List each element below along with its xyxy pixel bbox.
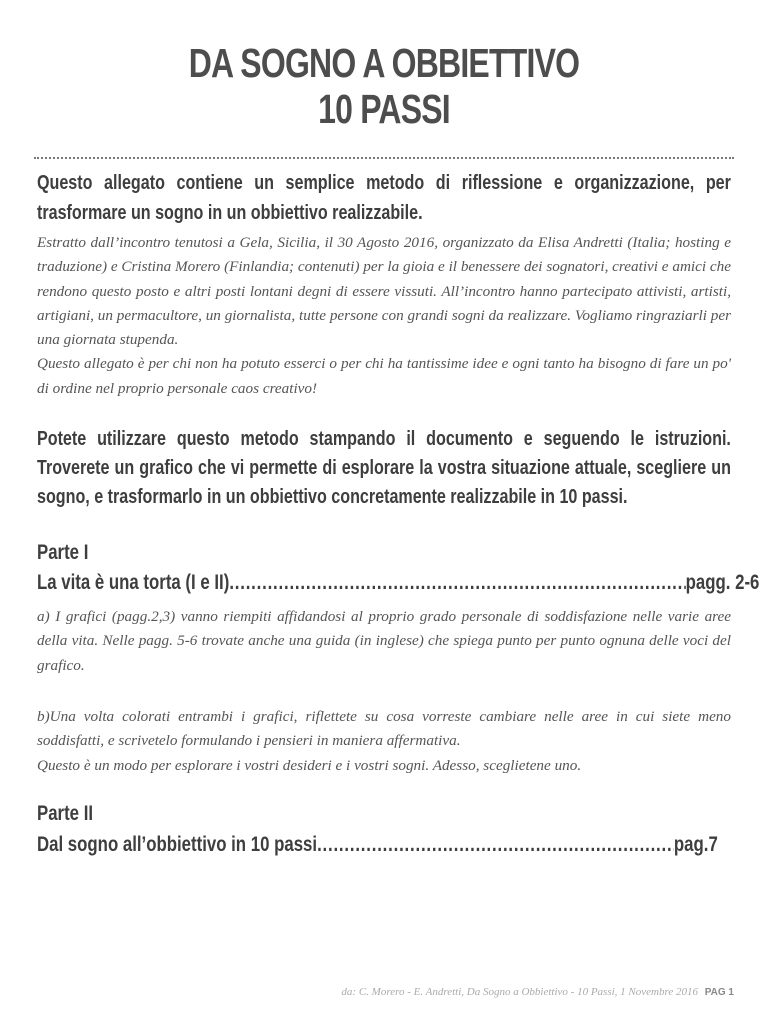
title-line-1: DA SOGNO A OBBIETTIVO [188, 40, 580, 86]
item-a-text: a) I grafici (pagg.2,3) vanno riempiti affidandosi al proprio grado personale di soddisfazione nelle varie aree della vita. Nelle pagg. 5-6 trovate anche una guida (in inglese) che spiega punto per punto ognuna delle voci del grafico. [37, 608, 731, 674]
part-1-item-b [37, 705, 731, 778]
part-2-heading: Parte II [37, 802, 94, 825]
instructions-paragraph: Potete utilizzare questo metodo stampando il documento e seguendo le istruzioni. Troverete un grafico che vi permette di esplorare la vostra situazione attuale, scegliere un sogno, e trasformarlo in un obbiettivo concretamente realizzabile in 10 passi. [37, 428, 731, 508]
item-b-closing: Questo è un modo per esplorare i vostri desideri e i vostri sogni. Adesso, sceglietene uno. [37, 756, 582, 774]
part-1-toc-label: La vita è una torta (I e II) [37, 571, 230, 594]
part-1-heading: Parte I [37, 541, 89, 564]
extract-text-2: Questo allegato è per chi non ha potuto esserci o per chi ha tantissime idee e ogni tanto ha bisogno di fare un po' di ordine nel proprio personale caos creativo! [37, 355, 731, 397]
footer-credit: da: C. Morero - E. Andretti, Da Sogno a Obbiettivo - 10 Passi, 1 Novembre 2016 [341, 986, 698, 998]
part-2-toc-entry [37, 831, 718, 859]
part-2-toc-page: pag.7 [673, 833, 718, 856]
toc-leader-dots [229, 569, 685, 597]
title-line-2: 10 PASSI [318, 86, 450, 132]
item-b-text: b)Una volta colorati entrambi i grafici, riflettete su cosa vorreste cambiare nelle aree in cui siete meno soddisfatti, e scrivetelo formulando i pensieri in maniera affermativa. [37, 708, 731, 750]
page-number: PAG 1 [704, 987, 734, 998]
part-1-item-a [37, 605, 731, 678]
extract-paragraph [37, 231, 731, 401]
page-title [84, 40, 683, 132]
page-footer [341, 986, 734, 998]
dotted-divider [34, 157, 734, 159]
extract-text-1: Estratto dall’incontro tenutosi a Gela, Sicilia, il 30 Agosto 2016, organizzato da Elisa Andretti (Italia; hosting e traduzione) e Cristina Morero (Finlandia; contenuti) per la gioia e il benessere dei sognatori, creativi e amici che rendono questo posto e altri posti lontani degni di essere vissuti. All’incontro hanno partecipato attivisti, artisti, artigiani, un permacultore, un giornalista, tutte persone con grandi sogni da realizzare. Vogliamo ringraziarli per una giornata stupenda. [37, 234, 731, 349]
part-1-toc-page: pagg. 2-6 [685, 571, 760, 594]
part-2-toc-label: Dal sogno all’obbiettivo in 10 passi [37, 833, 318, 856]
toc-leader-dots [317, 831, 674, 859]
intro-paragraph: Questo allegato contiene un semplice metodo di riflessione e organizzazione, per trasformare un sogno in un obbiettivo realizzabile. [37, 172, 731, 224]
part-1-toc-entry [37, 569, 759, 597]
